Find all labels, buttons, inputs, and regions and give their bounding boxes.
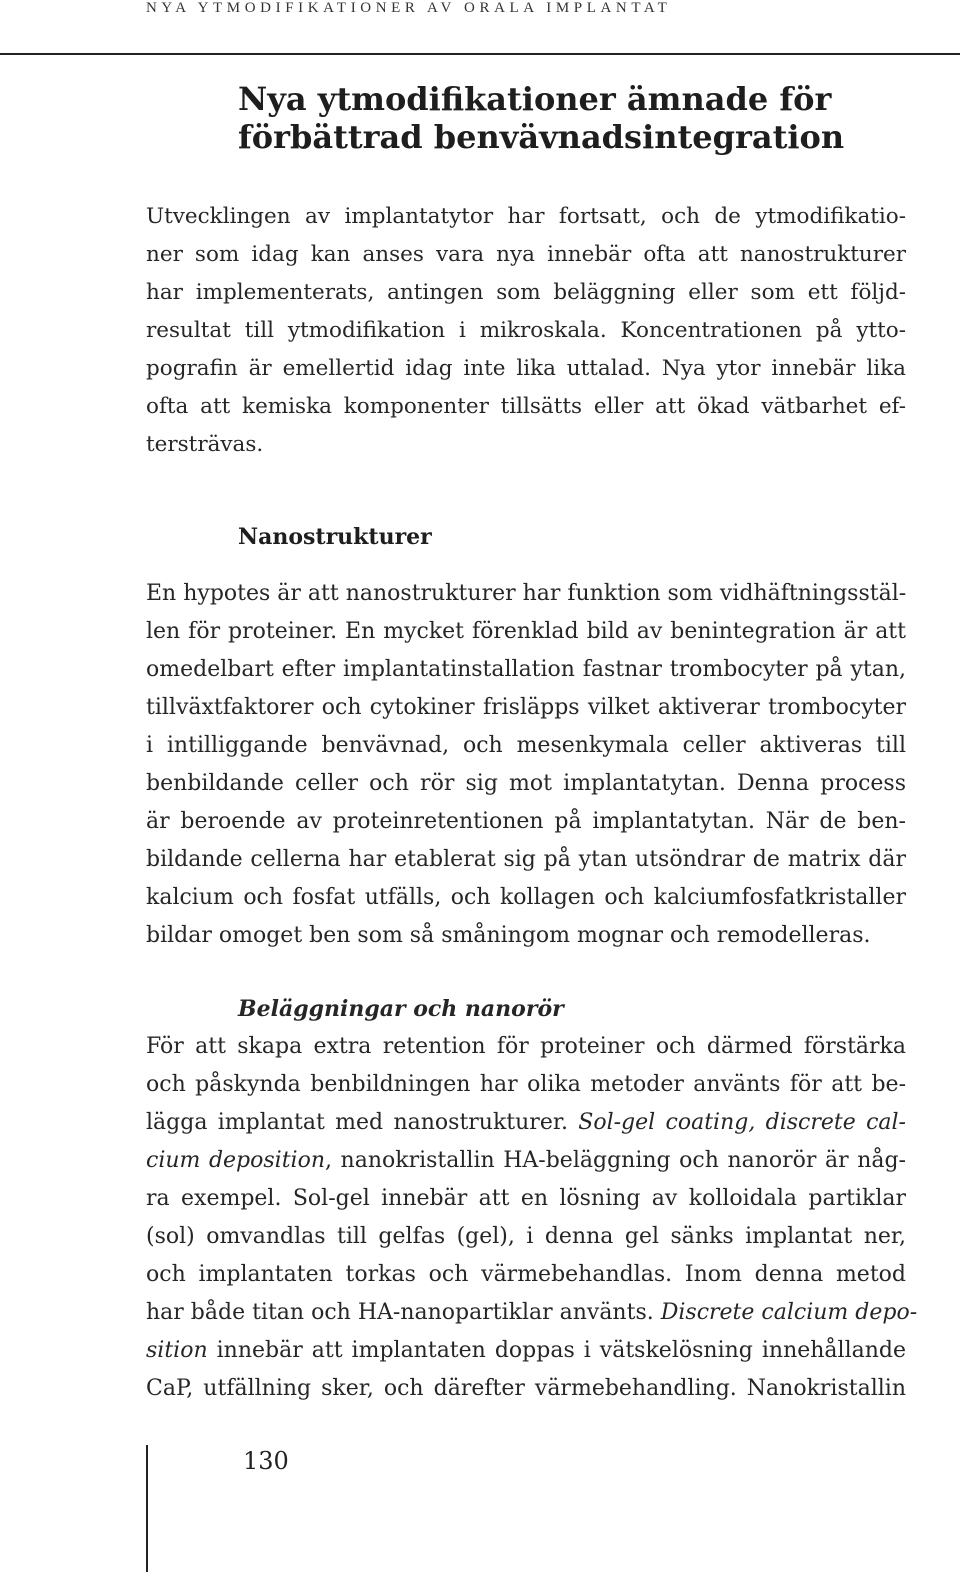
header-rule [0,53,960,55]
text-line: bildande cellerna har etablerat sig på ytan utsöndrar de matrix där [146,847,906,872]
text-line: resultat till ytmodifikation i mikroskala. Koncentrationen på ytto- [146,318,906,343]
running-head: NYA YTMODIFIKATIONER AV ORALA IMPLANTAT [146,0,672,16]
text-line: kalcium och fosfat utfälls, och kollagen och kalciumfosfatkristaller [146,885,906,910]
text-line: tillväxtfaktorer och cytokiner frisläpps vilket aktiverar trombocyter [146,695,906,720]
text-line: len för proteiner. En mycket förenklad bild av benintegration är att [146,619,906,644]
text-run: lägga implantat med nanostrukturer. [146,1110,579,1135]
text-line: CaP, utfällning sker, och därefter värmebehandling. Nanokristallin [146,1376,906,1401]
text-line: benbildande celler och rör sig mot implantatytan. Denna process [146,771,906,796]
intro-paragraph [146,198,906,464]
text-line: i intilliggande benvävnad, och mesenkymala celler aktiveras till [146,733,906,758]
text-line: och implantaten torkas och värmebehandlas. Inom denna metod [146,1262,906,1287]
text-line: har implementerats, antingen som beläggning eller som ett följd- [146,280,906,305]
text-line: ner som idag kan anses vara nya innebär ofta att nanostrukturer [146,242,906,267]
italic-term: sition [146,1338,208,1363]
text-line [146,1104,906,1142]
text-run: har både titan och HA-nanopartiklar använts. [146,1300,661,1325]
text-line: bildar omoget ben som så småningom mognar och remodelleras. [146,923,871,948]
text-line: tersträvas. [146,432,264,457]
title-line-2: förbättrad benvävnadsintegration [238,118,845,156]
page-title [238,80,844,156]
text-line: ra exempel. Sol-gel innebär att en lösning av kolloidala partiklar [146,1186,906,1211]
title-line-1: Nya ytmodifikationer ämnade för [238,80,832,118]
text-line: är beroende av proteinretentionen på implantatytan. När de ben- [146,809,906,834]
text-line [146,1294,918,1332]
text-line: En hypotes är att nanostrukturer har funktion som vidhäftningsstäl- [146,581,907,606]
italic-term: Sol-gel coating, discrete cal- [578,1110,906,1135]
text-run: , nanokristallin HA-beläggning och nanorör är någ- [325,1148,906,1173]
text-line: och påskynda benbildningen har olika metoder använts för att be- [146,1072,906,1097]
subsection-heading-belaggningar: Beläggningar och nanorör [238,996,564,1022]
text-line: omedelbart efter implantatinstallation fastnar trombocyter på ytan, [146,657,906,682]
text-line: pografin är emellertid idag inte lika uttalad. Nya ytor innebär lika [146,356,906,381]
text-line [146,1332,906,1370]
text-line: ofta att kemiska komponenter tillsätts eller att ökad vätbarhet ef- [146,394,906,419]
text-run: innebär att implantaten doppas i vätskelösning innehållande [207,1338,906,1363]
italic-term: cium deposition [146,1148,325,1173]
text-line: Utvecklingen av implantatytor har fortsatt, och de ytmodifikatio- [146,204,906,229]
section-heading-nanostrukturer: Nanostrukturer [238,524,432,550]
text-line: För att skapa extra retention för proteiner och därmed förstärka [146,1034,906,1059]
page-number: 130 [243,1447,289,1475]
footer-vertical-rule [146,1445,148,1572]
text-line: (sol) omvandlas till gelfas (gel), i denna gel sänks implantat ner, [146,1224,906,1249]
italic-term: Discrete calcium depo- [660,1300,918,1325]
text-line [146,1142,906,1180]
coatings-paragraph [146,1028,918,1408]
nanostructures-paragraph [146,575,906,955]
